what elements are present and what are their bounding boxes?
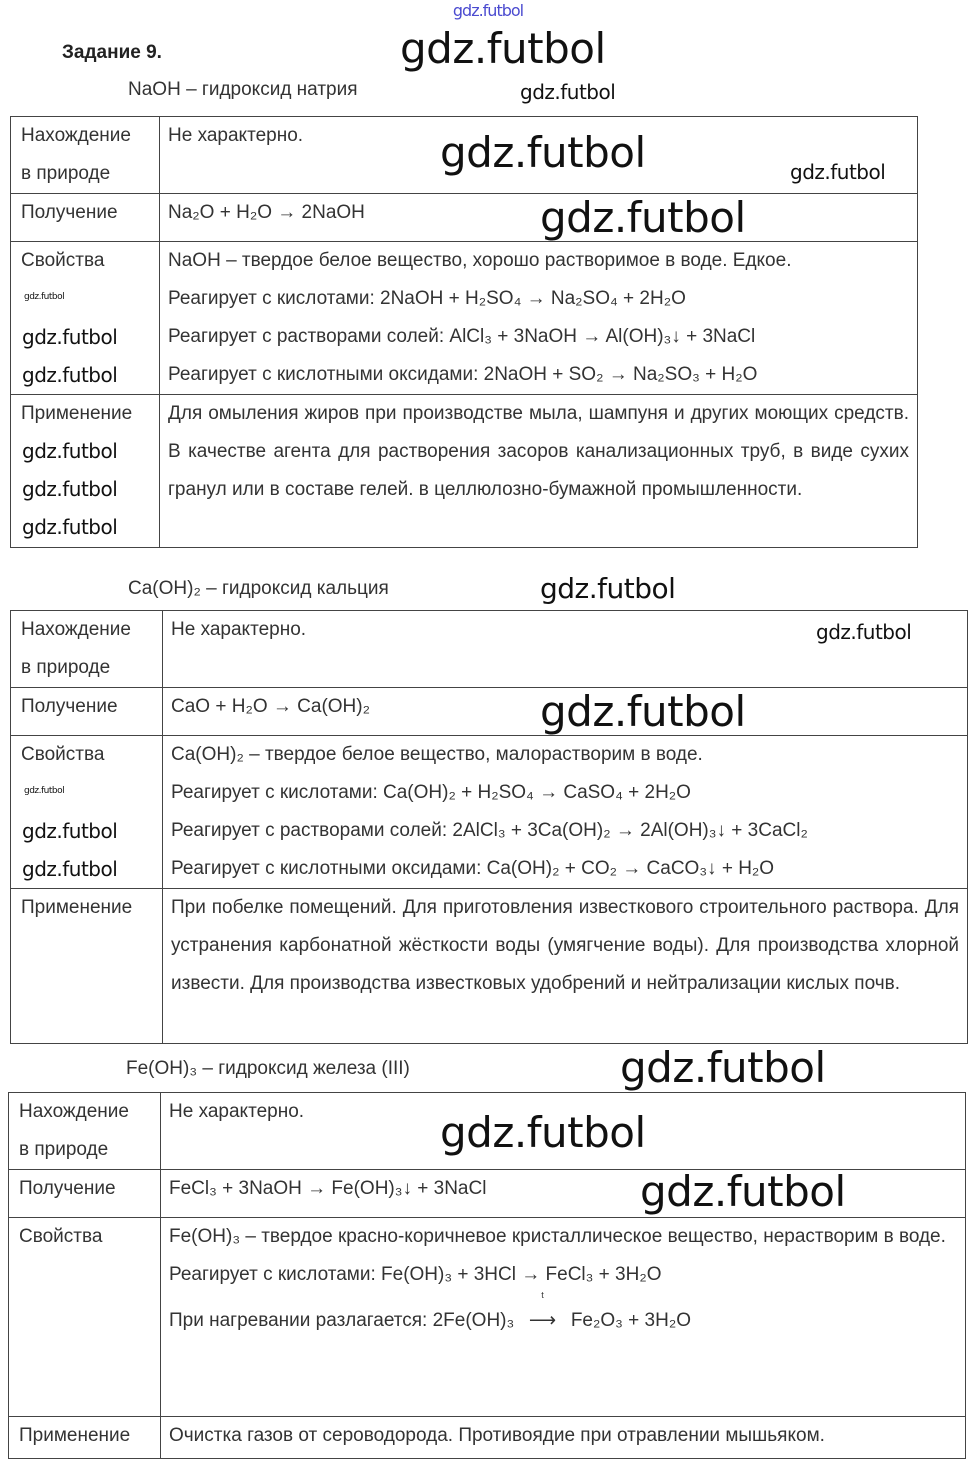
- row-label: Получение: [21, 696, 118, 717]
- row-label: Применение: [21, 897, 133, 918]
- watermark: gdz.futbol: [22, 439, 118, 463]
- cell-text: Не характерно.: [169, 1101, 305, 1122]
- table-naoh: [10, 116, 918, 548]
- row-label: Применение: [21, 403, 133, 424]
- row-label: Нахождение: [21, 125, 131, 146]
- cell-text: Не характерно.: [168, 125, 304, 146]
- watermark: gdz.futbol: [790, 160, 886, 184]
- watermark: gdz.futbol: [640, 1167, 846, 1216]
- cell-text: Реагирует с растворами солей: 2AlCl₃ + 3Ca(OH)₂ → 2Al(OH)₃↓ + 3CaCl₂: [171, 820, 808, 841]
- caption-caoh2: Ca(OH)₂ – гидроксид кальция: [128, 578, 389, 599]
- watermark: gdz.futbol: [540, 687, 746, 736]
- row-label: Получение: [19, 1178, 116, 1199]
- table-caoh2: [10, 610, 968, 1044]
- table-row: [9, 1417, 966, 1459]
- watermark: gdz.futbol: [22, 363, 118, 387]
- table-row: [11, 395, 918, 548]
- watermark: gdz.futbol: [22, 515, 118, 539]
- watermark: gdz.futbol: [22, 857, 118, 881]
- watermark: gdz.futbol: [22, 325, 118, 349]
- cell-text: Ca(OH)₂ – твердое белое вещество, малорастворим в воде.: [171, 744, 703, 765]
- watermark: gdz.futbol: [24, 786, 65, 796]
- table-row: [11, 194, 918, 242]
- row-label: Нахождение: [19, 1101, 129, 1122]
- table-row: [11, 688, 968, 736]
- watermark: gdz.futbol: [540, 572, 676, 605]
- row-label: Нахождение: [21, 619, 131, 640]
- watermark: gdz.futbol: [440, 128, 646, 177]
- cell-text: Реагирует с кислотами: Fe(OH)₃ + 3HCl → FeCl₃ + 3H₂O: [169, 1264, 662, 1285]
- cell-text: Для омыления жиров при производстве мыла, шампуня и других моющих средств. В качестве агента для растворения засоров канализационных труб, в виде сухих гранул или в составе гелей. в целлюлозно-бумажной промышленности.: [168, 403, 909, 500]
- caption-naoh: NaOH – гидроксид натрия: [128, 79, 358, 100]
- row-label: Применение: [19, 1425, 131, 1446]
- row-label: в природе: [21, 657, 111, 678]
- watermark: gdz.futbol: [400, 24, 606, 73]
- cell-text: CaO + H₂O → Ca(OH)₂: [171, 696, 370, 717]
- watermark: gdz.futbol: [816, 620, 912, 644]
- cell-text: Реагирует с растворами солей: AlCl₃ + 3NaOH → Al(OH)₃↓ + 3NaCl: [168, 326, 756, 347]
- cell-text: Реагирует с кислотными оксидами: Ca(OH)₂ + CO₂ → CaCO₃↓ + H₂O: [171, 858, 775, 879]
- row-label: Свойства: [21, 250, 105, 271]
- cell-text: Реагирует с кислотными оксидами: 2NaOH + SO₂ → Na₂SO₃ + H₂O: [168, 364, 758, 385]
- cell-text: FeCl₃ + 3NaOH → Fe(OH)₃↓ + 3NaCl: [169, 1178, 487, 1199]
- cell-text: Fe(OH)₃ – твердое красно-коричневое кристаллическое вещество, нерастворим в воде.: [169, 1226, 946, 1247]
- watermark: gdz.futbol: [540, 193, 746, 242]
- watermark: gdz.futbol: [520, 80, 616, 104]
- row-label: в природе: [21, 163, 111, 184]
- cell-text: Реагирует с кислотами: Ca(OH)₂ + H₂SO₄ → CaSO₄ + 2H₂O: [171, 782, 691, 803]
- arrow-label: t: [541, 1290, 544, 1300]
- cell-text: При побелке помещений. Для приготовления известкового строительного раствора. Для устранения карбонатной жёсткости воды (умягчение воды). Для производства хлорной извести. Для производства известковых удобрений и нейтрализации кислых почв.: [171, 897, 959, 994]
- table-row: [11, 736, 968, 889]
- row-label: в природе: [19, 1139, 109, 1160]
- row-label: Свойства: [21, 744, 105, 765]
- cell-text: Fe₂O₃ + 3H₂O: [570, 1310, 691, 1331]
- watermark: gdz.futbol: [620, 1043, 826, 1092]
- heating-line: [169, 1290, 957, 1340]
- top-watermark: gdz.futbol: [452, 1, 524, 20]
- cell-text: Na₂O + H₂O → 2NaOH: [168, 202, 365, 223]
- task-title: Задание 9.: [62, 42, 162, 63]
- row-label: Свойства: [19, 1226, 103, 1247]
- cell-text: Очистка газов от сероводорода. Противоядие при отравлении мышьяком.: [169, 1425, 825, 1446]
- cell-text: Не характерно.: [171, 619, 307, 640]
- table-row: [11, 242, 918, 395]
- table-row: [9, 1218, 966, 1417]
- cell-text: NaOH – твердое белое вещество, хорошо растворимое в воде. Едкое.: [168, 250, 792, 271]
- cell-text: При нагревании разлагается: 2Fe(OH)₃: [169, 1310, 515, 1331]
- cell-text: Реагирует с кислотами: 2NaOH + H₂SO₄ → Na₂SO₄ + 2H₂O: [168, 288, 686, 309]
- watermark: gdz.futbol: [24, 292, 65, 302]
- row-label: Получение: [21, 202, 118, 223]
- arrow-icon: t ⟶: [520, 1302, 566, 1340]
- caption-feoh3: Fe(OH)₃ – гидроксид железа (III): [126, 1058, 410, 1079]
- watermark: gdz.futbol: [22, 477, 118, 501]
- watermark: gdz.futbol: [22, 819, 118, 843]
- table-row: [11, 889, 968, 1044]
- watermark: gdz.futbol: [440, 1108, 646, 1157]
